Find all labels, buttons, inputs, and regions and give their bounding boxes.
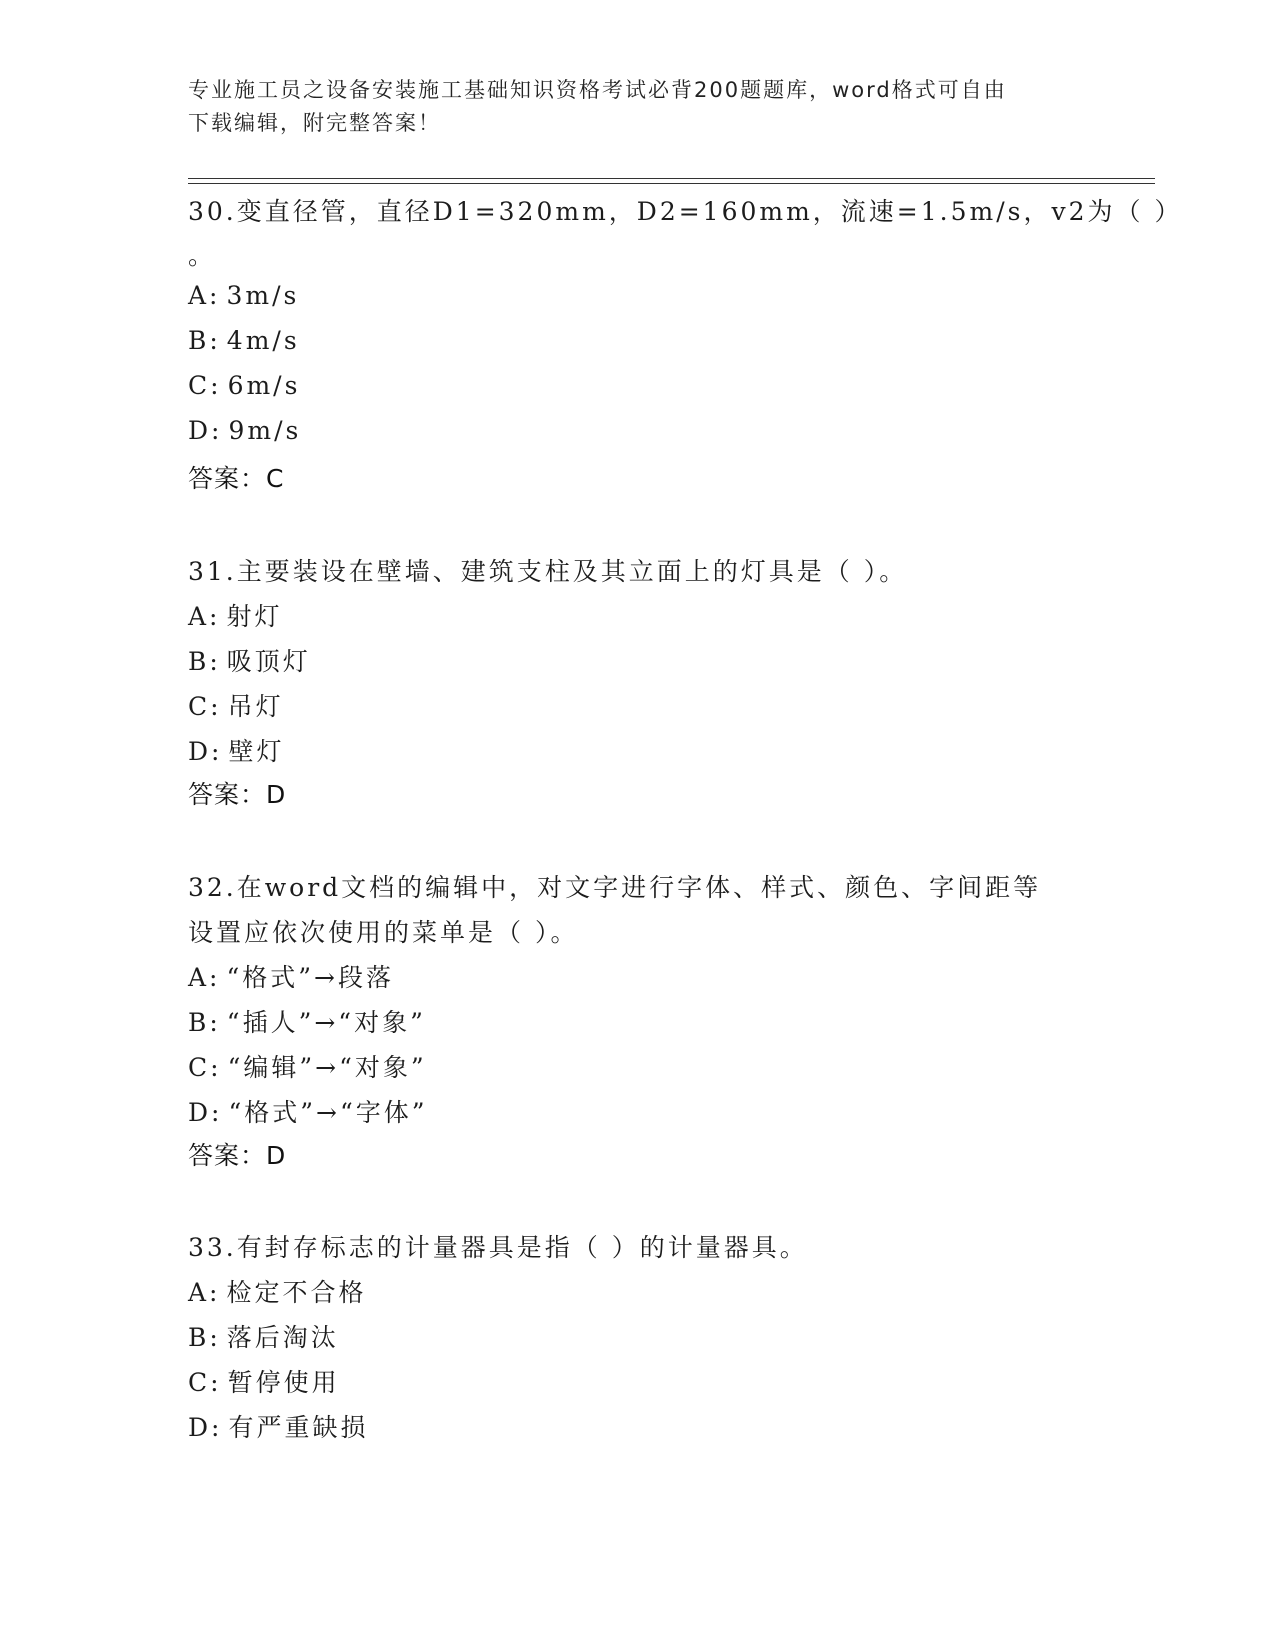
option-label: D: bbox=[188, 1098, 223, 1127]
option-label: D: bbox=[188, 737, 223, 766]
option-c bbox=[188, 371, 300, 400]
option-text: 检定不合格 bbox=[226, 1278, 367, 1307]
option-label: B: bbox=[188, 647, 221, 676]
option-label: B: bbox=[188, 1323, 221, 1352]
option-label: B: bbox=[188, 326, 221, 355]
option-text: “编辑”→“对象” bbox=[227, 1053, 427, 1082]
option-text: 落后淘汰 bbox=[226, 1323, 339, 1352]
option-text: 6m/s bbox=[227, 371, 301, 400]
option-text: 壁灯 bbox=[228, 737, 285, 766]
option-text: 有严重缺损 bbox=[228, 1413, 369, 1442]
document-header bbox=[188, 74, 1068, 140]
option-a bbox=[188, 958, 394, 994]
option-label: A: bbox=[188, 602, 221, 631]
answer-line: 答案：D bbox=[188, 780, 287, 809]
option-c bbox=[188, 1363, 340, 1399]
option-text: 9m/s bbox=[228, 416, 302, 445]
header-divider-bottom bbox=[188, 183, 1155, 184]
option-label: D: bbox=[188, 416, 223, 445]
option-c bbox=[188, 687, 284, 723]
header-line-2: 下载编辑，附完整答案！ bbox=[188, 111, 441, 135]
option-label: A: bbox=[188, 281, 221, 310]
option-label: C: bbox=[188, 1368, 222, 1397]
option-b bbox=[188, 326, 300, 355]
option-d bbox=[188, 1408, 368, 1444]
option-text: 暂停使用 bbox=[227, 1368, 340, 1397]
option-label: C: bbox=[188, 371, 222, 400]
option-a bbox=[188, 281, 299, 310]
option-d bbox=[188, 416, 301, 445]
option-text: 4m/s bbox=[226, 326, 300, 355]
question-stem-continuation: 设置应依次使用的菜单是（ ）。 bbox=[188, 918, 579, 947]
option-label: B: bbox=[188, 1008, 221, 1037]
question-stem: 30.变直径管，直径D1=320mm，D2=160mm，流速=1.5m/s，v2为（ ） bbox=[188, 197, 1183, 226]
option-label: C: bbox=[188, 1053, 222, 1082]
option-b bbox=[188, 1318, 339, 1354]
option-d bbox=[188, 732, 284, 768]
option-text: 射灯 bbox=[226, 602, 283, 631]
option-text: “插人”→“对象” bbox=[226, 1008, 426, 1037]
question-stem: 32.在word文档的编辑中，对文字进行字体、样式、颜色、字间距等 bbox=[188, 873, 1042, 902]
option-text: “格式”→“字体” bbox=[228, 1098, 428, 1127]
answer-line: 答案：C bbox=[188, 464, 285, 493]
question-stem-continuation: 。 bbox=[188, 241, 217, 270]
question-stem: 31.主要装设在壁墙、建筑支柱及其立面上的灯具是（ ）。 bbox=[188, 557, 908, 586]
option-label: D: bbox=[188, 1413, 223, 1442]
option-text: 吊灯 bbox=[227, 692, 284, 721]
option-c bbox=[188, 1048, 427, 1084]
answer-line: 答案：D bbox=[188, 1141, 287, 1170]
header-line-1: 专业施工员之设备安装施工基础知识资格考试必背200题题库，word格式可自由 bbox=[188, 78, 1007, 102]
option-label: A: bbox=[188, 963, 221, 992]
option-text: 吸顶灯 bbox=[226, 647, 311, 676]
option-label: C: bbox=[188, 692, 222, 721]
option-text: 3m/s bbox=[226, 281, 300, 310]
option-d bbox=[188, 1093, 428, 1129]
question-stem: 33.有封存标志的计量器具是指（ ）的计量器具。 bbox=[188, 1233, 808, 1262]
option-label: A: bbox=[188, 1278, 221, 1307]
header-divider-top bbox=[188, 178, 1155, 179]
option-b bbox=[188, 642, 311, 678]
option-text: “格式”→段落 bbox=[226, 963, 394, 992]
option-a bbox=[188, 597, 283, 633]
option-a bbox=[188, 1273, 367, 1309]
option-b bbox=[188, 1003, 426, 1039]
